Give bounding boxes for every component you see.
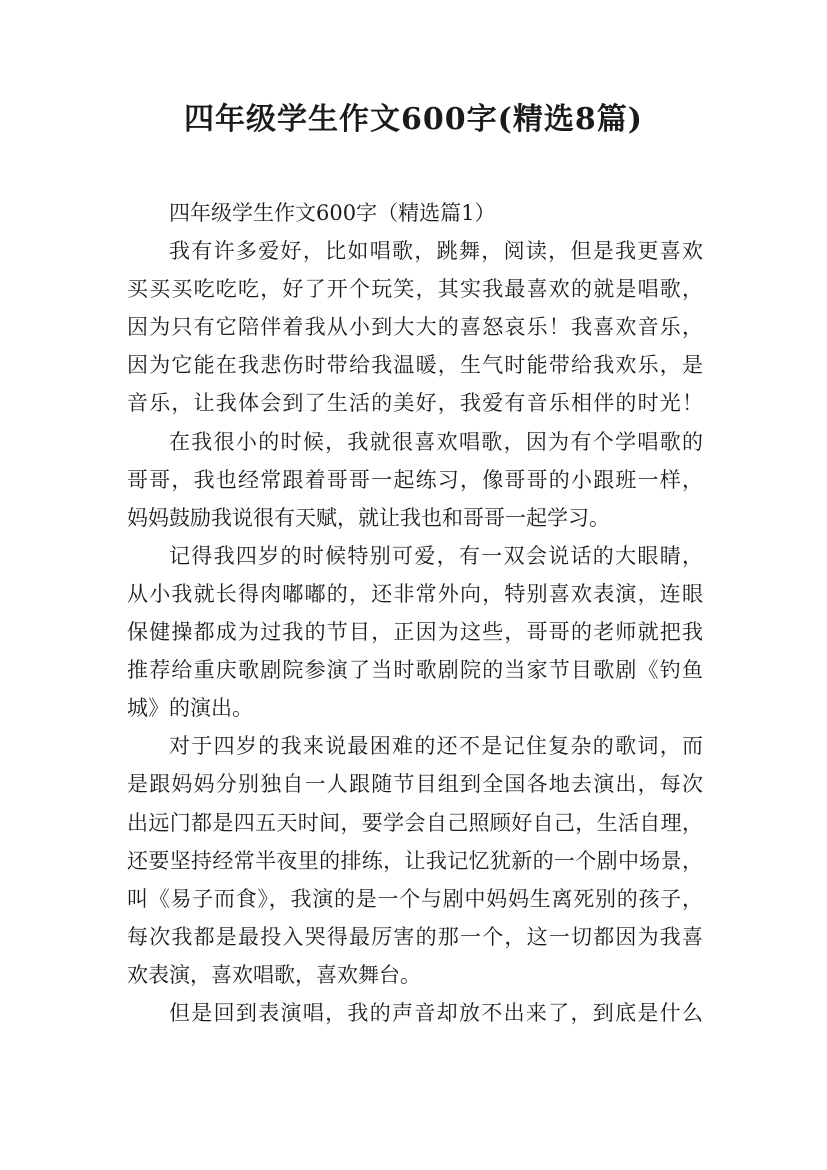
text-line: 叫《易子而食》，我演的是一个与剧中妈妈生离死别的孩子， [127, 886, 703, 911]
document-title: 四年级学生作文600字(精选8篇) [184, 102, 643, 137]
text-line: 因为它能在我悲伤时带给我温暖，生气时能带给我欢乐，是 [127, 353, 703, 378]
text-line: 在我很小的时候，我就很喜欢唱歌，因为有个学唱歌的 [169, 429, 703, 454]
text-line: 但是回到表演唱，我的声音却放不出来了，到底是什么 [169, 1000, 703, 1025]
text-line: 因为只有它陪伴着我从小到大大的喜怒哀乐！我喜欢音乐， [127, 315, 703, 340]
text-line: 还要坚持经常半夜里的排练，让我记忆犹新的一个剧中场景， [127, 848, 703, 873]
text-line: 推荐给重庆歌剧院参演了当时歌剧院的当家节目歌剧《钓鱼 [127, 658, 703, 683]
section-heading: 四年级学生作文600字（精选篇1） [169, 201, 496, 225]
text-line: 是跟妈妈分别独自一人跟随节目组到全国各地去演出，每次 [127, 772, 703, 797]
text-line: 城》的演出。 [127, 696, 253, 721]
document-body [127, 194, 703, 1032]
text-line: 音乐，让我体会到了生活的美好，我爱有音乐相伴的时光！ [127, 391, 703, 416]
text-line: 每次我都是最投入哭得最厉害的那一个，这一切都因为我喜 [127, 924, 703, 949]
text-line: 对于四岁的我来说最困难的还不是记住复杂的歌词，而 [169, 734, 703, 759]
text-line: 保健操都成为过我的节目，正因为这些，哥哥的老师就把我 [127, 620, 703, 645]
text-line: 欢表演，喜欢唱歌，喜欢舞台。 [127, 962, 421, 987]
text-line: 我有许多爱好，比如唱歌，跳舞，阅读，但是我更喜欢 [169, 239, 703, 264]
text-line: 出远门都是四五天时间，要学会自己照顾好自己，生活自理， [127, 810, 703, 835]
text-line: 从小我就长得肉嘟嘟的，还非常外向，特别喜欢表演，连眼 [127, 581, 703, 606]
text-line: 记得我四岁的时候特别可爱，有一双会说话的大眼睛， [169, 543, 703, 568]
text-line: 妈妈鼓励我说很有天赋，就让我也和哥哥一起学习。 [127, 505, 610, 530]
text-line: 哥哥，我也经常跟着哥哥一起练习，像哥哥的小跟班一样， [127, 467, 703, 492]
text-line: 买买买吃吃吃，好了开个玩笑，其实我最喜欢的就是唱歌， [127, 277, 703, 302]
